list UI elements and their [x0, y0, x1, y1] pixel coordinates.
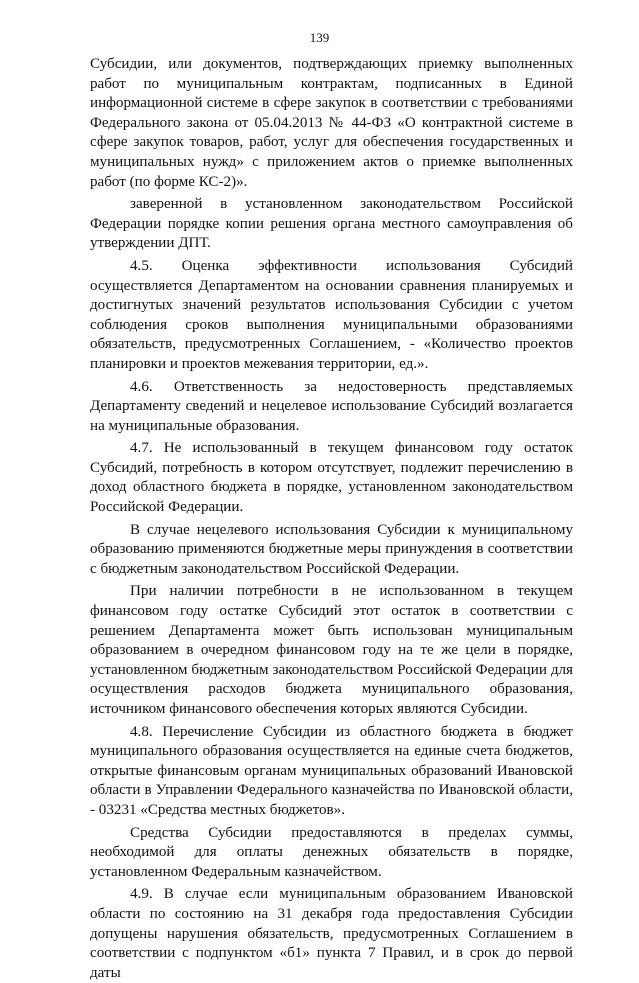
- paragraph-dpt-copy: заверенной в установленном законодательством Российской Федерации порядке копии решения органа местного самоуправления об утверждении ДПТ.: [90, 196, 573, 252]
- paragraph-4-5: 4.5. Оценка эффективности использования Субсидий осуществляется Департаментом на основании сравнения планируемых и достигнутых значений результатов использования Субсидии с учетом соблюдения сроков выполнения муниципальными образованиями обязательств, предусмотренных Соглашением, - «Количество проектов планировки и проектов межевания территории, ед.».: [90, 257, 573, 372]
- paragraph-4-8: 4.8. Перечисление Субсидии из областного бюджета в бюджет муниципального образования осуществляется на единые счета бюджетов, открытые финансовым органам муниципальных образований Ивановской области в Управлении Федерального казначейства по Ивановской области, - 03231 «Средства местных бюджетов».: [90, 723, 573, 818]
- paragraph-continuation: Субсидии, или документов, подтверждающих приемку выполненных работ по муниципальным контрактам, подписанных в Единой информационной системе в сфере закупок в соответствии с требованиями Федерального закона от 05.04.2013 № 44-ФЗ «О контрактной системе в сфере закупок товаров, работ, услуг для обеспечения государственных и муниципальных нужд» с приложением актов о приемке выполненных работ (по форме КС-2)».: [90, 56, 573, 190]
- paragraph-misuse: В случае нецелевого использования Субсидии к муниципальному образованию применяются бюджетные меры принуждения в соответствии с бюджетным законодательством Российской Федерации.: [90, 521, 573, 577]
- page-number: 139: [309, 30, 330, 45]
- paragraph-unused-balance: При наличии потребности в не использованном в текущем финансовом году остатке Субсидий этот остаток в соответствии с решением Департамента может быть использован муниципальным образованием в очередном финансовом году на те же цели в порядке, установленном бюджетным законодательством Российской Федерации для осуществления расходов бюджета муниципального образования, источником финансового обеспечения которых являются Субсидии.: [90, 583, 573, 717]
- paragraph-4-6: 4.6. Ответственность за недостоверность представляемых Департаменту сведений и нецелевое использование Субсидий возлагается на муниципальные образования.: [90, 378, 573, 434]
- body-text: [90, 55, 573, 983]
- paragraph-4-7: 4.7. Не использованный в текущем финансовом году остаток Субсидий, потребность в котором отсутствует, подлежит перечислению в доход областного бюджета в порядке, установленном законодательством Российской Федерации.: [90, 440, 573, 516]
- paragraph-funds-limits: Средства Субсидии предоставляются в пределах суммы, необходимой для оплаты денежных обязательств в порядке, установленном Федеральным казначейством.: [90, 824, 573, 880]
- paragraph-4-9: 4.9. В случае если муниципальным образованием Ивановской области по состоянию на 31 декабря года предоставления Субсидии допущены нарушения обязательств, предусмотренных Соглашением в соответствии с подпунктом «б1» пункта 7 Правил, и в срок до первой даты: [90, 886, 573, 981]
